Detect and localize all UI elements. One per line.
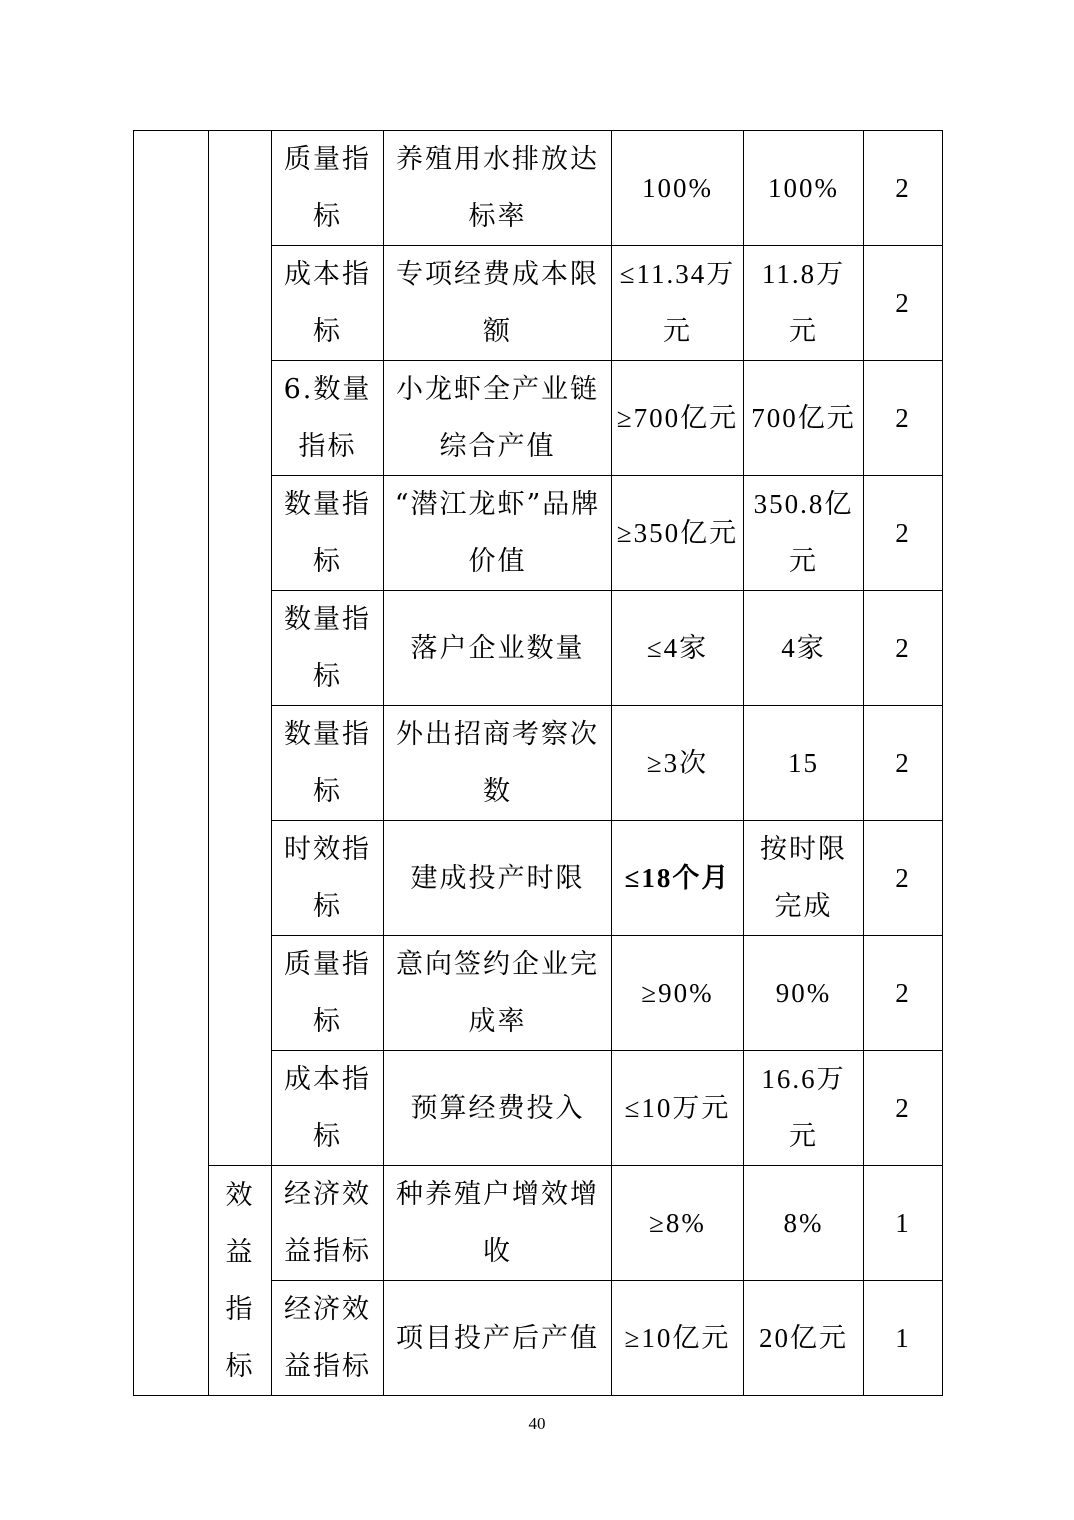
target-value-cell: ≥10亿元 [612,1281,744,1396]
score-cell: 2 [864,476,943,591]
actual-value-cell: 100% [744,131,864,246]
indicator-name-cell: “潜江龙虾”品牌价值 [384,476,612,591]
indicator-type-cell: 质量指标 [272,936,384,1051]
indicator-name-cell: 专项经费成本限额 [384,246,612,361]
target-value-cell: ≥700亿元 [612,361,744,476]
indicator-type-cell: 数量指标 [272,706,384,821]
first-level-indicator-cell [134,131,209,1396]
actual-value-cell: 11.8万元 [744,246,864,361]
benefit-indicator-label: 效益指标 [209,1166,272,1396]
target-value-cell: ≤4家 [612,591,744,706]
indicator-name-cell: 落户企业数量 [384,591,612,706]
performance-indicator-table [133,130,943,1396]
target-value-cell: ≥350亿元 [612,476,744,591]
indicator-type-cell: 经济效益指标 [272,1166,384,1281]
score-cell: 2 [864,246,943,361]
actual-value-cell: 15 [744,706,864,821]
indicator-type-cell: 6.数量指标 [272,361,384,476]
indicator-type-cell: 质量指标 [272,131,384,246]
score-cell: 2 [864,591,943,706]
indicator-type-cell: 数量指标 [272,476,384,591]
indicator-name-cell: 预算经费投入 [384,1051,612,1166]
table-row [134,131,943,246]
actual-value-cell: 20亿元 [744,1281,864,1396]
target-value-cell: ≥90% [612,936,744,1051]
indicator-name-cell: 意向签约企业完成率 [384,936,612,1051]
score-cell: 2 [864,936,943,1051]
page-number: 40 [528,1414,546,1433]
target-value-cell: 100% [612,131,744,246]
indicator-name-cell: 建成投产时限 [384,821,612,936]
indicator-type-cell: 时效指标 [272,821,384,936]
score-cell: 2 [864,131,943,246]
indicator-type-cell: 成本指标 [272,1051,384,1166]
target-value-cell: ≤11.34万元 [612,246,744,361]
indicator-name-cell: 种养殖户增效增收 [384,1166,612,1281]
score-cell: 1 [864,1281,943,1396]
target-value-cell: ≤10万元 [612,1051,744,1166]
second-level-indicator-cell [209,131,272,1166]
score-cell: 2 [864,1051,943,1166]
indicator-name-cell: 项目投产后产值 [384,1281,612,1396]
indicator-name-cell: 小龙虾全产业链综合产值 [384,361,612,476]
indicator-name-cell: 养殖用水排放达标率 [384,131,612,246]
actual-value-cell: 16.6万元 [744,1051,864,1166]
score-cell: 2 [864,361,943,476]
indicator-type-cell: 数量指标 [272,591,384,706]
target-value-cell: ≥8% [612,1166,744,1281]
score-cell: 2 [864,821,943,936]
target-value-cell: ≥3次 [612,706,744,821]
score-cell: 2 [864,706,943,821]
table-row [134,1166,943,1281]
indicator-type-cell: 经济效益指标 [272,1281,384,1396]
actual-value-cell: 8% [744,1166,864,1281]
indicator-name-cell: 外出招商考察次数 [384,706,612,821]
score-cell: 1 [864,1166,943,1281]
target-value-cell: ≤18个月 [612,821,744,936]
actual-value-cell: 350.8亿元 [744,476,864,591]
actual-value-cell: 按时限完成 [744,821,864,936]
actual-value-cell: 90% [744,936,864,1051]
indicator-type-cell: 成本指标 [272,246,384,361]
actual-value-cell: 700亿元 [744,361,864,476]
actual-value-cell: 4家 [744,591,864,706]
